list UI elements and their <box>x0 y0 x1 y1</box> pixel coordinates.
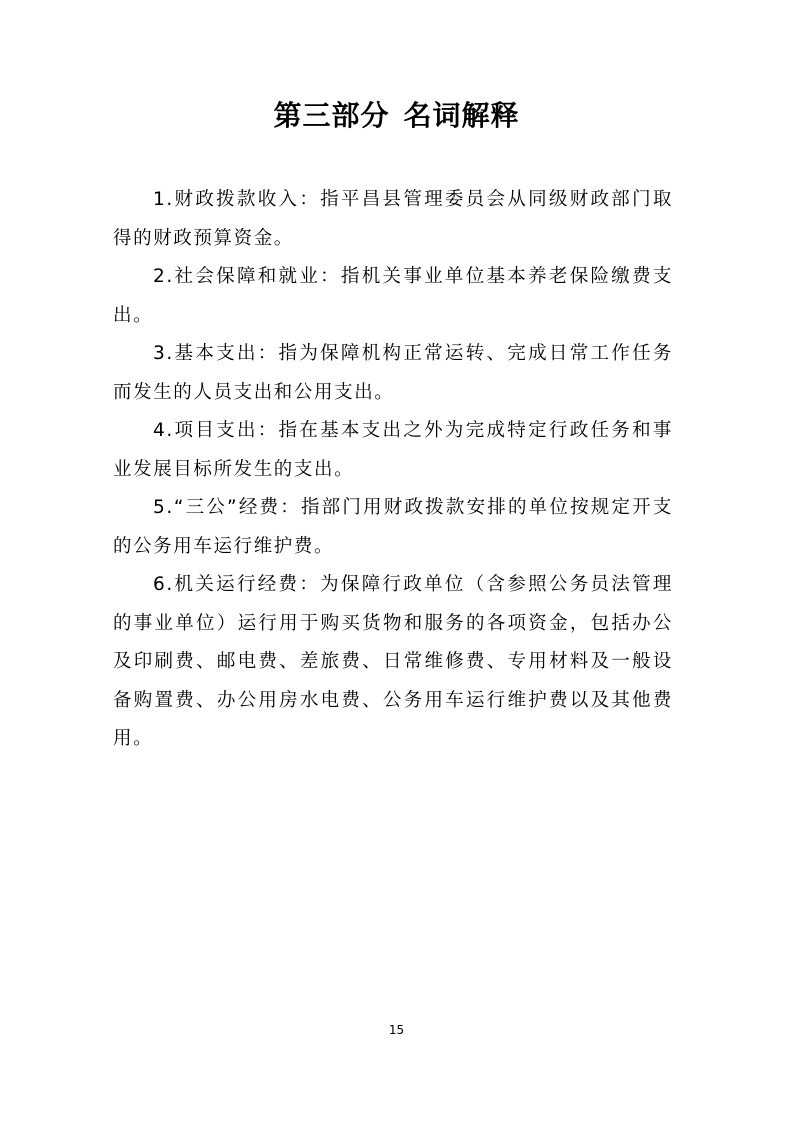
title-part: 第三部分 <box>273 99 390 132</box>
definitions-body <box>113 181 673 759</box>
title-subject: 名词解释 <box>403 99 520 132</box>
definition-paragraph-6: 6.机关运行经费：为保障行政单位（含参照公务员法管理的事业单位）运行用于购买货物和服务的各项资金，包括办公及印刷费、邮电费、差旅费、日常维修费、专用材料及一般设备购置费、办公用房水电费、公务用车运行维护费以及其他费用。 <box>113 574 673 749</box>
definition-paragraph-3: 3.基本支出：指为保障机构正常运转、完成日常工作任务而发生的人员支出和公用支出。 <box>113 343 673 403</box>
definition-paragraph-1: 1.财政拨款收入：指平昌县管理委员会从同级财政部门取得的财政预算资金。 <box>113 189 673 249</box>
page-title <box>0 96 793 136</box>
definition-paragraph-5: 5.“三公”经费：指部门用财政拨款安排的单位按规定开支的公务用车运行维护费。 <box>113 497 673 557</box>
definition-paragraph-4: 4.项目支出：指在基本支出之外为完成特定行政任务和事业发展目标所发生的支出。 <box>113 420 673 480</box>
page-number: 15 <box>388 1023 405 1037</box>
definition-paragraph-2: 2.社会保障和就业：指机关事业单位基本养老保险缴费支出。 <box>113 266 673 326</box>
